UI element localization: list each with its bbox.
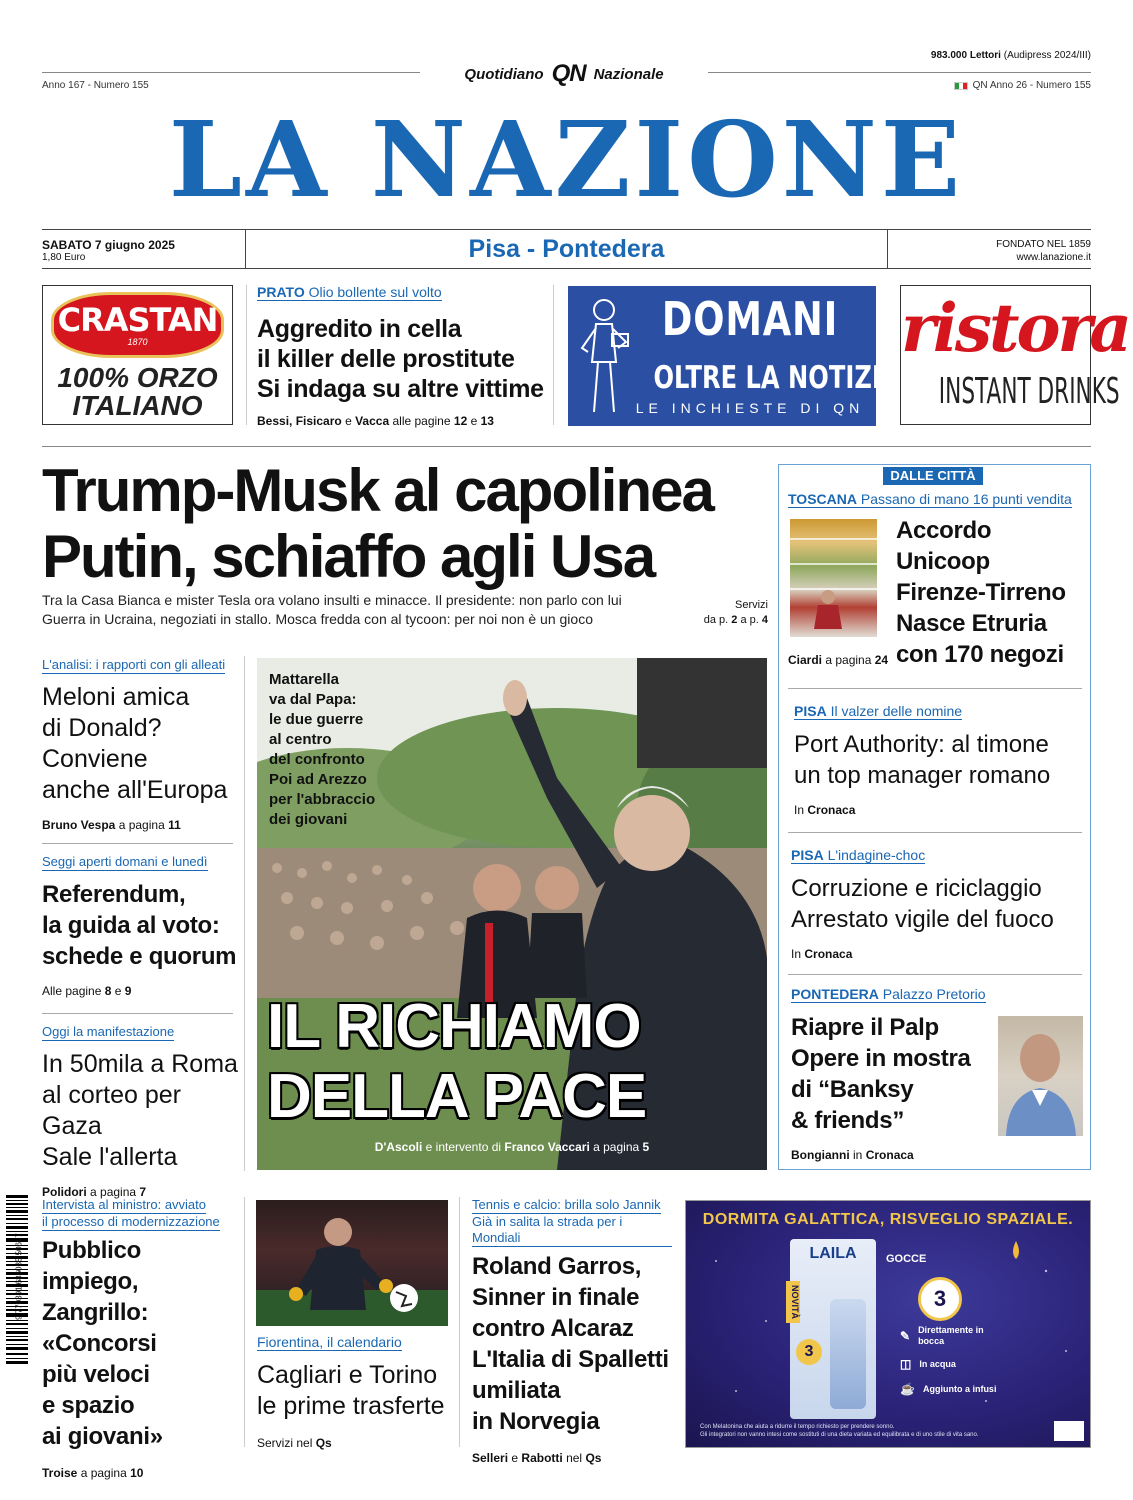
- right-rule-3: [788, 974, 1082, 975]
- fiorentina-story[interactable]: [257, 1334, 449, 1450]
- laila-modes-badge: 3: [918, 1277, 962, 1321]
- left-col-sep: [244, 656, 245, 1171]
- domani-title: DOMANI: [661, 292, 839, 346]
- pisa-corruption-byline: In Cronaca: [791, 947, 853, 961]
- lead-headline-line2: Putin, schiaffo agli Usa: [42, 523, 655, 590]
- edition-name: Pisa - Pontedera: [468, 235, 665, 263]
- pubblico-headline: Pubblico impiego, Zangrillo: «Concorsi più veloci e spazio ai giovani»: [42, 1237, 163, 1450]
- issue-date: SABATO 7 giugno 2025: [42, 238, 175, 252]
- supermarket-photo: [790, 519, 877, 637]
- qn-banner: [432, 60, 696, 88]
- top-row-rule: [42, 446, 1091, 447]
- pubblico-kicker: Intervista al ministro: avviato il processo di modernizzazione: [42, 1197, 220, 1229]
- sinner-story[interactable]: [472, 1197, 672, 1465]
- goalkeeper-photo: [256, 1200, 448, 1326]
- date-bar-bottom: [42, 268, 1091, 269]
- right-rule-2: [788, 832, 1082, 833]
- pisa-port-byline: In Cronaca: [794, 803, 856, 817]
- toscana-byline: Ciardi a pagina 24: [788, 653, 889, 667]
- crastan-brand: CRASTAN: [57, 301, 218, 339]
- mattarella-photo-story[interactable]: [257, 658, 767, 1170]
- gaza-story[interactable]: [42, 1023, 242, 1199]
- laila-options: ✎ Direttamente in bocca ◫ In acqua ☕ Aggiunto a infusi: [900, 1325, 997, 1396]
- portrait-photo: [998, 1016, 1083, 1136]
- laila-novita: NOVITÀ: [786, 1281, 800, 1323]
- pisa-corruption-kicker: PISA L'indagine-choc: [791, 847, 926, 863]
- pisa-port-headline: Port Authority: al timone un top manager romano: [794, 731, 1051, 789]
- ristora-sub: INSTANT DRINKS: [938, 371, 1120, 412]
- pisa-corruption-headline: Corruzione e riciclaggio Arrestato vigile del fuoco: [791, 875, 1054, 933]
- domani-small: LE INCHIESTE DI QN: [635, 400, 865, 416]
- pontedera-byline: Bongianni in Cronaca: [791, 1148, 914, 1162]
- ristora-ad[interactable]: [900, 285, 1130, 425]
- masthead-rule-left: [42, 72, 420, 73]
- referendum-kicker: Seggi aperti domani e lunedì: [42, 854, 208, 869]
- pontedera-story[interactable]: [791, 986, 1001, 1162]
- bottom-sep-1: [244, 1197, 245, 1447]
- meloni-kicker: L'analisi: i rapporti con gli alleati: [42, 657, 226, 672]
- prato-kicker: PRATO Olio bollente sul volto: [257, 284, 442, 300]
- referendum-story[interactable]: [42, 853, 242, 998]
- left-rule-1: [42, 843, 233, 844]
- date-bar-top: [42, 229, 1091, 230]
- lead-subheads: [42, 591, 692, 629]
- issue-right-text: QN Anno 26 - Numero 155: [972, 80, 1091, 91]
- pontedera-headline: Riapre il Palp Opere in mostra di “Banksy & friends”: [791, 1014, 971, 1134]
- prato-headline: Aggredito in cella il killer delle prostitute Si indaga su altre vittime: [257, 315, 544, 403]
- qn-logo: QN: [551, 60, 586, 87]
- readers-count: [931, 50, 1091, 61]
- prato-byline: Bessi, Fisicaro e Vacca alle pagine 12 e 13: [257, 414, 494, 428]
- crastan-ad[interactable]: [42, 285, 233, 425]
- referendum-headline: Referendum, la guida al voto: schede e quorum: [42, 881, 237, 970]
- ad-sep-2: [553, 285, 554, 425]
- glass-icon: ◫: [900, 1357, 912, 1371]
- toscana-story[interactable]: [788, 491, 1083, 509]
- gaza-kicker: Oggi la manifestazione: [42, 1024, 175, 1039]
- lead-sub1: Tra la Casa Bianca e mister Tesla ora volano insulti e minacce. Il presidente: non parlo con lui: [42, 592, 622, 608]
- meloni-story[interactable]: [42, 656, 237, 832]
- laila-gocce: GOCCE: [886, 1253, 927, 1265]
- referendum-byline: Alle pagine 8 e 9: [42, 984, 132, 998]
- toscana-headline[interactable]: Accordo Unicoop Firenze-Tirreno Nasce Etruria con 170 negozi: [896, 517, 1066, 668]
- readers-source: (Audipress 2024/III): [1003, 50, 1091, 61]
- pontedera-kicker: PONTEDERA Palazzo Pretorio: [791, 986, 986, 1002]
- qn-right-text: Nazionale: [593, 65, 664, 83]
- meloni-byline: Bruno Vespa a pagina 11: [42, 818, 181, 832]
- stars-decoration: [686, 1201, 1091, 1448]
- cup-icon: ☕: [900, 1382, 915, 1396]
- readers-number: 983.000 Lettori: [930, 50, 1001, 61]
- laila-box: [790, 1239, 876, 1419]
- photo-caption: Mattarella va dal Papa: le due guerre al centro del confronto Poi ad Arezzo per l'abbraccio dei giovani: [269, 671, 376, 828]
- fiorentina-headline: Cagliari e Torino le prime trasferte: [257, 1361, 445, 1420]
- left-rule-2: [42, 1013, 233, 1014]
- laila-brand: LAILA: [809, 1245, 857, 1262]
- photo-byline: D'Ascoli e intervento di Franco Vaccari a pagina 5: [374, 1140, 650, 1154]
- qn-left-text: Quotidiano: [464, 65, 544, 83]
- issue-price: 1,80 Euro: [42, 252, 86, 263]
- barcode-number: 9 770391 686085 50607: [14, 1233, 24, 1320]
- laila-bottle: [830, 1299, 866, 1409]
- sinner-byline: Selleri e Rabotti nel Qs: [472, 1451, 602, 1465]
- city-badge: DALLE CITTÀ: [883, 467, 983, 485]
- meloni-headline: Meloni amica di Donald? Conviene anche all'Europa: [42, 683, 228, 804]
- fiorentina-kicker: Fiorentina, il calendario: [257, 1334, 402, 1350]
- dropper-icon: ✎: [900, 1328, 911, 1343]
- photo-headline: IL RICHIAMO DELLA PACE: [267, 992, 647, 1131]
- ad-sep-1: [246, 285, 247, 425]
- lead-services: Servizi da p. 2 a p. 4: [703, 599, 768, 626]
- crastan-year: 1870: [127, 337, 148, 347]
- issue-left: Anno 167 - Numero 155: [42, 80, 149, 91]
- right-rule-1: [788, 688, 1082, 689]
- sinner-headline: Roland Garros, Sinner in finale contro Alcaraz L'Italia di Spalletti umiliata in Norvegia: [472, 1253, 669, 1435]
- crastan-logo: [51, 292, 224, 358]
- fiorentina-byline: Servizi nel Qs: [257, 1436, 332, 1450]
- founded-text: FONDATO NEL 1859: [996, 239, 1091, 250]
- lead-headline-line1: Trump-Musk al capolinea: [42, 457, 713, 524]
- sinner-kicker: Tennis e calcio: brilla solo Jannik Già in salita la strada per i Mondiali: [472, 1197, 672, 1247]
- lead-sub2: Guerra in Ucraina, negoziati in stallo. Mosca fredda con al tycoon: per noi non è un gioco: [42, 611, 593, 627]
- reporter-figure-icon: [574, 292, 634, 422]
- pubblico-byline: Troise a pagina 10: [42, 1466, 144, 1480]
- pisa-corruption-story[interactable]: [791, 847, 1081, 961]
- gaza-headline: In 50mila a Roma al corteo per Gaza Sale l'allerta: [42, 1050, 238, 1171]
- domani-subtitle: OLTRE LA NOTIZIA: [653, 360, 900, 396]
- issue-right: [954, 80, 1091, 91]
- pubblico-impiego-story[interactable]: [42, 1197, 242, 1480]
- site-url[interactable]: www.lanazione.it: [1016, 252, 1091, 263]
- crastan-line1: 100% ORZO: [57, 362, 218, 393]
- lead-headline[interactable]: [42, 458, 772, 590]
- masthead-rule-right: [708, 72, 1091, 73]
- date-bar-sep2: [887, 229, 888, 269]
- pisa-port-kicker: PISA Il valzer delle nomine: [794, 703, 963, 719]
- ristora-brand: ristora: [901, 289, 1130, 367]
- newspaper-title: LA NAZIONE: [168, 98, 965, 221]
- gaza-byline: Polidori a pagina 7: [42, 1185, 147, 1199]
- italian-flag-icon: [954, 82, 968, 90]
- laila-ad[interactable]: [685, 1200, 1091, 1448]
- domani-ad[interactable]: [568, 286, 900, 426]
- laila-headline: DORMITA GALATTICA, RISVEGLIO SPAZIALE.: [702, 1211, 1074, 1228]
- crastan-line2: ITALIANO: [72, 390, 203, 421]
- laila-modes-number: 3: [796, 1339, 822, 1365]
- laila-corner-logo: [1054, 1421, 1084, 1441]
- toscana-kicker: TOSCANA Passano di mano 16 punti vendita: [788, 491, 1072, 507]
- bottom-sep-2: [459, 1197, 460, 1447]
- prato-story[interactable]: [257, 284, 547, 428]
- pisa-port-story[interactable]: [794, 703, 1084, 817]
- laila-disclaimer: Con Melatonina che aiuta a ridurre il tempo richiesto per prendere sonno. Gli integratori non vanno intesi come sostituti di una dieta variata ed equilibrata e di uno stile di vita sano.: [700, 1424, 979, 1438]
